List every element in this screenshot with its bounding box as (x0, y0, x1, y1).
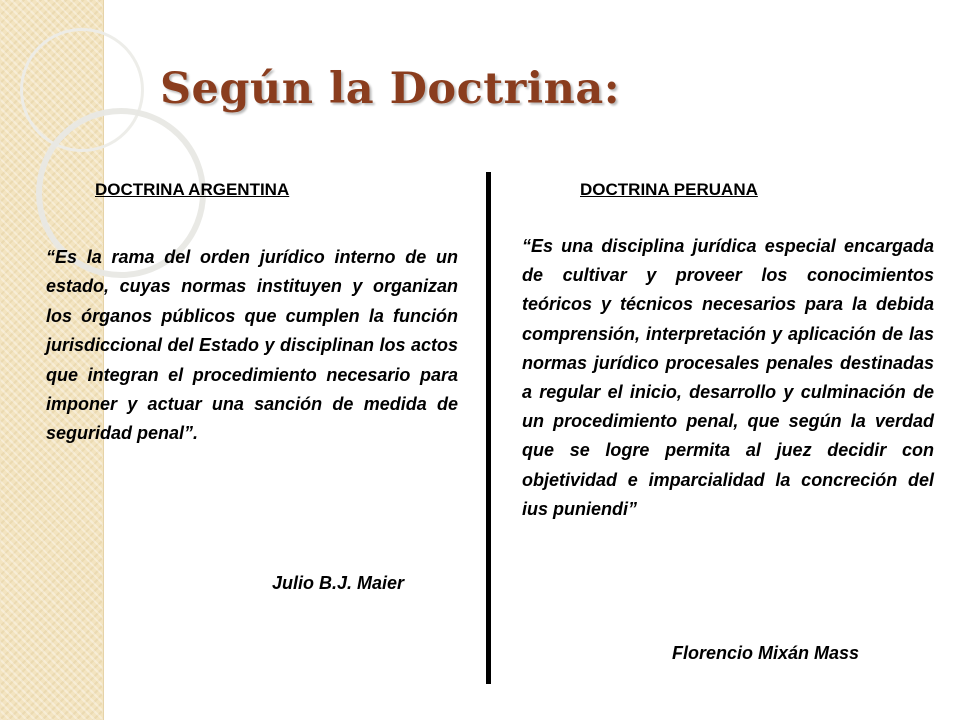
slide-title: Según la Doctrina: (160, 64, 621, 114)
heading-doctrina-peruana: DOCTRINA PERUANA (580, 180, 758, 199)
heading-doctrina-argentina: DOCTRINA ARGENTINA (95, 180, 290, 199)
quote-argentina: “Es la rama del orden jurídico interno de un estado, cuyas normas instituyen y organizan los órganos públicos que cumplen la función jurisdiccional del Estado y disciplinan los actos que integran el procedimiento necesario para imponer y actuar una sanción de medida de seguridad penal”. (46, 247, 458, 444)
author-peruana: Florencio Mixán Mass (672, 643, 860, 663)
quote-peruana: “Es una disciplina jurídica especial encargada de cultivar y proveer los conocimientos teóricos y técnicos necesarios para la debida comprensión, interpretación y aplicación de las normas jurídico procesales penales destinadas a regular el inicio, desarrollo y culminación de un procedimiento penal, que según la verdad que se logre permita al juez decidir con objetividad e imparcialidad la concreción del ius puniendi” (522, 236, 934, 519)
author-argentina: Julio B.J. Maier (272, 573, 405, 593)
column-divider (486, 172, 491, 684)
